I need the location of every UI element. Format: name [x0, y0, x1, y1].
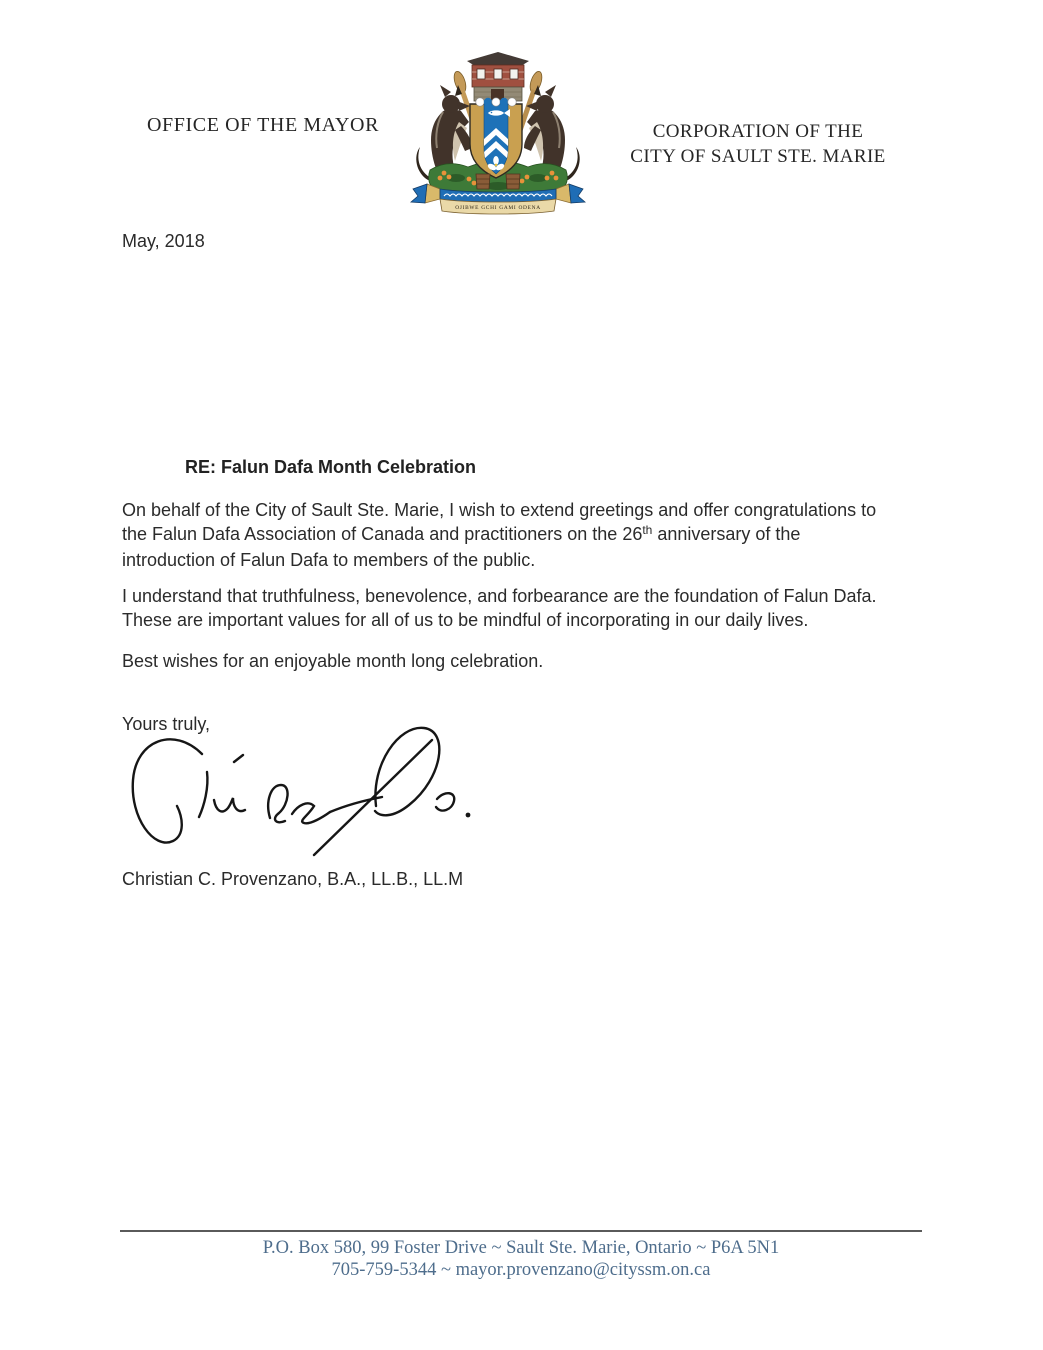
- signatory-name: Christian C. Provenzano, B.A., LL.B., LL.M: [122, 869, 464, 889]
- letter-date: May, 2018: [122, 231, 205, 251]
- corporation-line2: CITY OF SAULT STE. MARIE: [630, 146, 886, 167]
- crest-torse-icon: [476, 98, 516, 106]
- paragraph-1-line-1: On behalf of the City of Sault Ste. Marie, I wish to extend greetings and offer congratulations to: [122, 500, 877, 520]
- paragraph-2: [122, 584, 877, 632]
- office-of-the-mayor-label: OFFICE OF THE MAYOR: [147, 114, 380, 136]
- footer-address: P.O. Box 580, 99 Foster Drive ~ Sault Ste. Marie, Ontario ~ P6A 5N1: [262, 1238, 780, 1258]
- coat-of-arms-icon: [406, 52, 590, 220]
- corporation-name-block: [608, 119, 908, 169]
- corporation-line1: CORPORATION OF THE: [652, 121, 864, 142]
- handwritten-signature-icon: [112, 712, 522, 864]
- ordinal-superscript: th: [642, 523, 653, 537]
- paragraph-1: [122, 498, 876, 572]
- footer-divider: [120, 1230, 922, 1232]
- paragraph-1-line-2-post: anniversary of the: [652, 524, 801, 544]
- crest-blockhouse-icon: [467, 52, 529, 101]
- paragraph-3: Best wishes for an enjoyable month long celebration.: [122, 651, 544, 671]
- signature-image: [112, 712, 522, 864]
- paragraph-2-line-1: I understand that truthfulness, benevolence, and forbearance are the foundation of Falun Dafa.: [122, 586, 877, 606]
- paragraph-2-line-2: These are important values for all of us to be mindful of incorporating in our daily lives.: [122, 610, 809, 630]
- city-coat-of-arms: [406, 52, 590, 220]
- paragraph-1-line-3: introduction of Falun Dafa to members of the public.: [122, 550, 536, 570]
- closing-salutation: Yours truly,: [122, 714, 211, 734]
- paragraph-1-line-2-pre: the Falun Dafa Association of Canada and practitioners on the 26: [122, 524, 643, 544]
- paragraph-1-line-2: [122, 522, 876, 548]
- letter-subject: RE: Falun Dafa Month Celebration: [185, 457, 477, 477]
- crest-motto-text: OJIBWE GCHI GAMI ODENA: [455, 205, 541, 211]
- footer-contact: 705-759-5344 ~ mayor.provenzano@cityssm.on.ca: [331, 1260, 711, 1280]
